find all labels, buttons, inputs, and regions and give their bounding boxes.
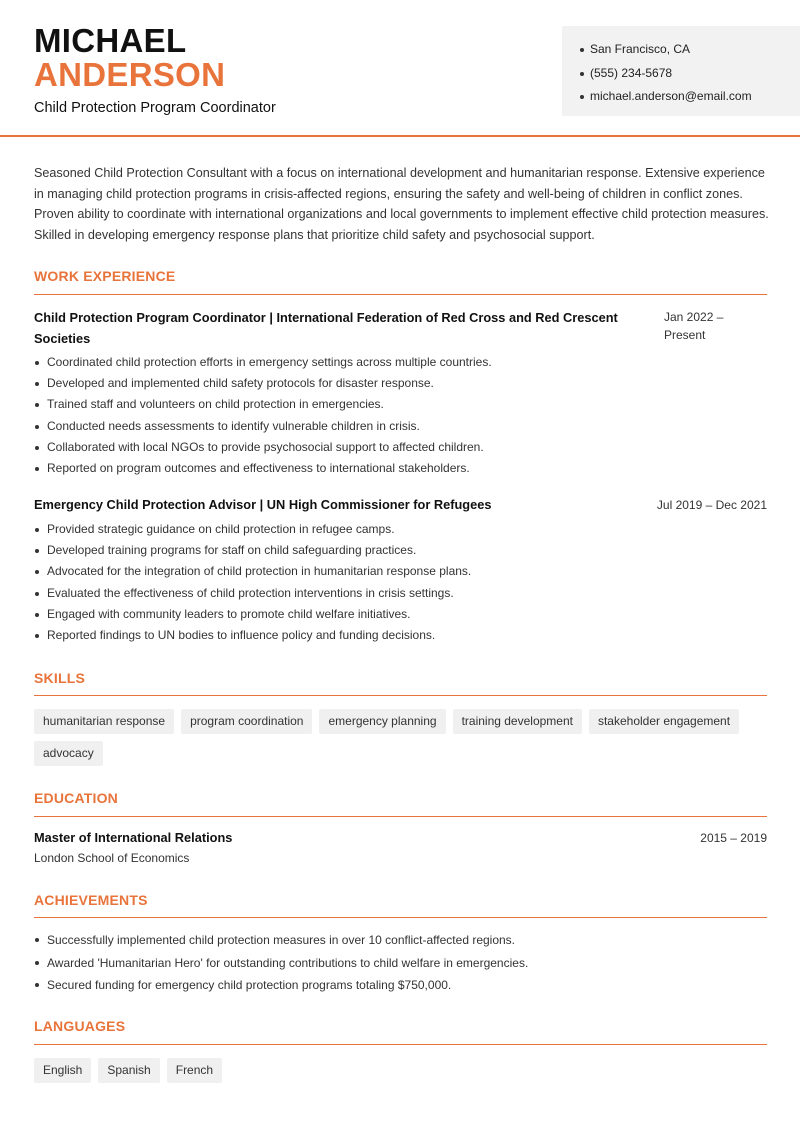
section-title-education: EDUCATION [34, 790, 118, 806]
contact-phone: (555) 234-5678 [580, 62, 800, 86]
list-item: Collaborated with local NGOs to provide psychosocial support to affected children. [34, 437, 492, 458]
skill-tag: stakeholder engagement [589, 709, 739, 734]
section-divider [34, 1044, 767, 1045]
job-heading: Child Protection Program Coordinator | International Federation of Red Cross and Red Crescent Societies [34, 310, 618, 346]
list-item: Developed and implemented child safety protocols for disaster response. [34, 373, 492, 394]
list-item: Engaged with community leaders to promote child welfare initiatives. [34, 604, 471, 625]
education-school: London School of Economics [34, 851, 190, 865]
job-bullets [34, 352, 492, 479]
list-item: Evaluated the effectiveness of child protection interventions in crisis settings. [34, 583, 471, 604]
section-title-achievements: ACHIEVEMENTS [34, 892, 148, 908]
list-item: Reported findings to UN bodies to influence policy and funding decisions. [34, 625, 471, 646]
languages-list [34, 1058, 774, 1083]
list-item: Successfully implemented child protection measures in over 10 conflict-affected regions. [34, 929, 528, 952]
resume-header [0, 0, 800, 137]
language-tag: Spanish [98, 1058, 159, 1083]
job-date-start: Jan 2022 – [664, 310, 724, 324]
list-item: Reported on program outcomes and effectiveness to international stakeholders. [34, 458, 492, 479]
section-divider [34, 917, 767, 918]
section-divider [34, 695, 767, 696]
contact-box [562, 26, 800, 116]
first-name: MICHAEL [34, 22, 187, 59]
section-title-work: WORK EXPERIENCE [34, 268, 176, 284]
list-item: Conducted needs assessments to identify vulnerable children in crisis. [34, 416, 492, 437]
language-tag: French [167, 1058, 222, 1083]
job-date-end: Present [664, 328, 706, 342]
language-tag: English [34, 1058, 91, 1083]
job-date: Jul 2019 – Dec 2021 [656, 498, 767, 512]
section-title-languages: LANGUAGES [34, 1018, 126, 1034]
skill-tag: advocacy [34, 741, 103, 766]
list-item: Trained staff and volunteers on child protection in emergencies. [34, 394, 492, 415]
skill-tag: training development [453, 709, 582, 734]
skills-list [34, 709, 774, 766]
list-item: Coordinated child protection efforts in emergency settings across multiple countries. [34, 352, 492, 373]
contact-location: San Francisco, CA [580, 38, 800, 62]
last-name: ANDERSON [34, 56, 226, 93]
education-degree: Master of International Relations [34, 830, 233, 845]
skill-tag: humanitarian response [34, 709, 174, 734]
list-item: Provided strategic guidance on child protection in refugee camps. [34, 519, 471, 540]
summary: Seasoned Child Protection Consultant with a focus on international development and humanitarian response. Extensive experience in managing child protection programs in crisis-affected regions, ensuring the safety and well-being of children in conflict zones. Proven ability to coordinate with international organizations and local governments to implement effective child protection measures. Skilled in developing emergency response plans that prioritize child safety and psychosocial support. [34, 166, 769, 242]
section-divider [34, 294, 767, 295]
list-item: Secured funding for emergency child protection programs totaling $750,000. [34, 974, 528, 997]
list-item: Advocated for the integration of child protection in humanitarian response plans. [34, 561, 471, 582]
skill-tag: emergency planning [319, 709, 445, 734]
section-title-skills: SKILLS [34, 670, 85, 686]
job-title: Child Protection Program Coordinator [34, 100, 276, 116]
achievements-list [34, 929, 528, 997]
job-heading: Emergency Child Protection Advisor | UN High Commissioner for Refugees [34, 497, 492, 512]
section-divider [34, 816, 767, 817]
education-date: 2015 – 2019 [700, 831, 767, 845]
contact-email[interactable]: michael.anderson@email.com [580, 85, 800, 109]
job-bullets [34, 519, 471, 646]
list-item: Developed training programs for staff on child safeguarding practices. [34, 540, 471, 561]
list-item: Awarded 'Humanitarian Hero' for outstanding contributions to child welfare in emergencies. [34, 952, 528, 975]
skill-tag: program coordination [181, 709, 312, 734]
